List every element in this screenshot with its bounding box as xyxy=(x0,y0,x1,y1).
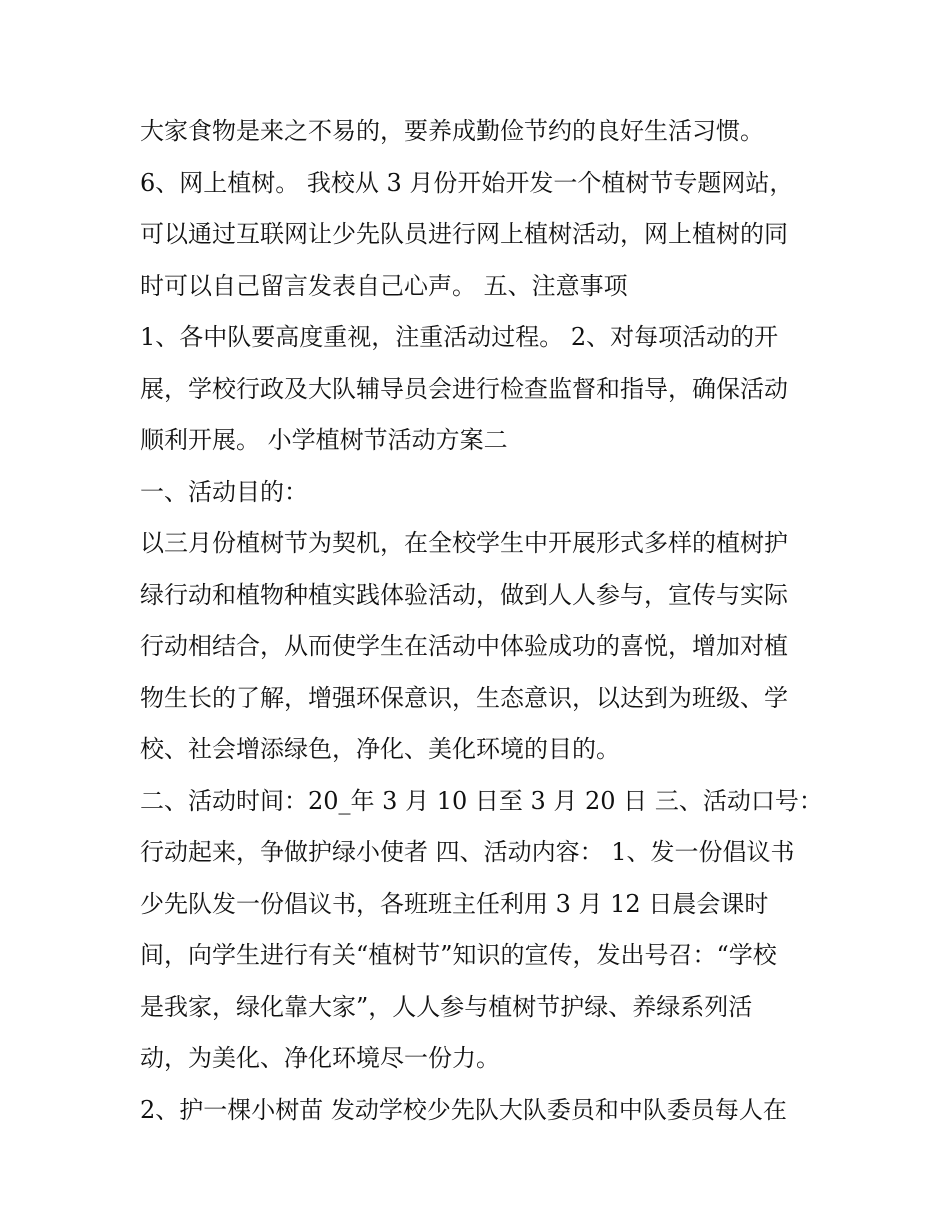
text-line: 动，为美化、净化环境尽一份力。 xyxy=(140,1044,500,1072)
text-line: 是我家，绿化靠大家”，人人参与植树节护绿、养绿系列活 xyxy=(140,992,753,1021)
text-line: 少先队发一份倡议书，各班班主任利用 3 月 12 日晨会课时 xyxy=(140,889,769,918)
text-line: 一、活动目的： xyxy=(140,477,308,506)
text-line: 时可以自己留言发表自己心声。 五、注意事项 xyxy=(140,271,628,300)
text-line: 行动相结合，从而使学生在活动中体验成功的喜悦，增加对植 xyxy=(140,632,788,660)
text-line: 2、护一棵小树苗 发动学校少先队大队委员和中队委员每人在 xyxy=(140,1095,787,1124)
text-line: 展，学校行政及大队辅导员会进行检查监督和指导，确保活动 xyxy=(140,374,788,403)
text-line: 间，向学生进行有关“植树节”知识的宣传，发出号召：“学校 xyxy=(140,941,777,969)
text-line: 校、社会增添绿色，净化、美化环境的目的。 xyxy=(140,735,620,763)
text-line: 顺利开展。 小学植树节活动方案二 xyxy=(140,426,508,454)
document-body xyxy=(140,106,830,1136)
text-line: 大家食物是来之不易的，要养成勤俭节约的良好生活习惯。 xyxy=(140,117,764,145)
text-line: 6、网上植树。 我校从 3 月份开始开发一个植树节专题网站， xyxy=(140,168,794,197)
text-line: 以三月份植树节为契机，在全校学生中开展形式多样的植树护 xyxy=(140,529,788,557)
text-line: 可以通过互联网让少先队员进行网上植树活动，网上植树的同 xyxy=(140,220,788,248)
text-line: 绿行动和植物种植实践体验活动，做到人人参与，宣传与实际 xyxy=(140,580,788,609)
text-line: 物生长的了解，增强环保意识，生态意识，以达到为班级、学 xyxy=(140,683,788,712)
text-line: 1、各中队要高度重视，注重活动过程。 2、对每项活动的开 xyxy=(140,323,779,351)
text-line: 二、活动时间：20_年 3 月 10 日至 3 月 20 日 三、活动口号： xyxy=(140,786,823,815)
text-line: 行动起来，争做护绿小使者 四、活动内容： 1、发一份倡议书 xyxy=(140,838,795,866)
